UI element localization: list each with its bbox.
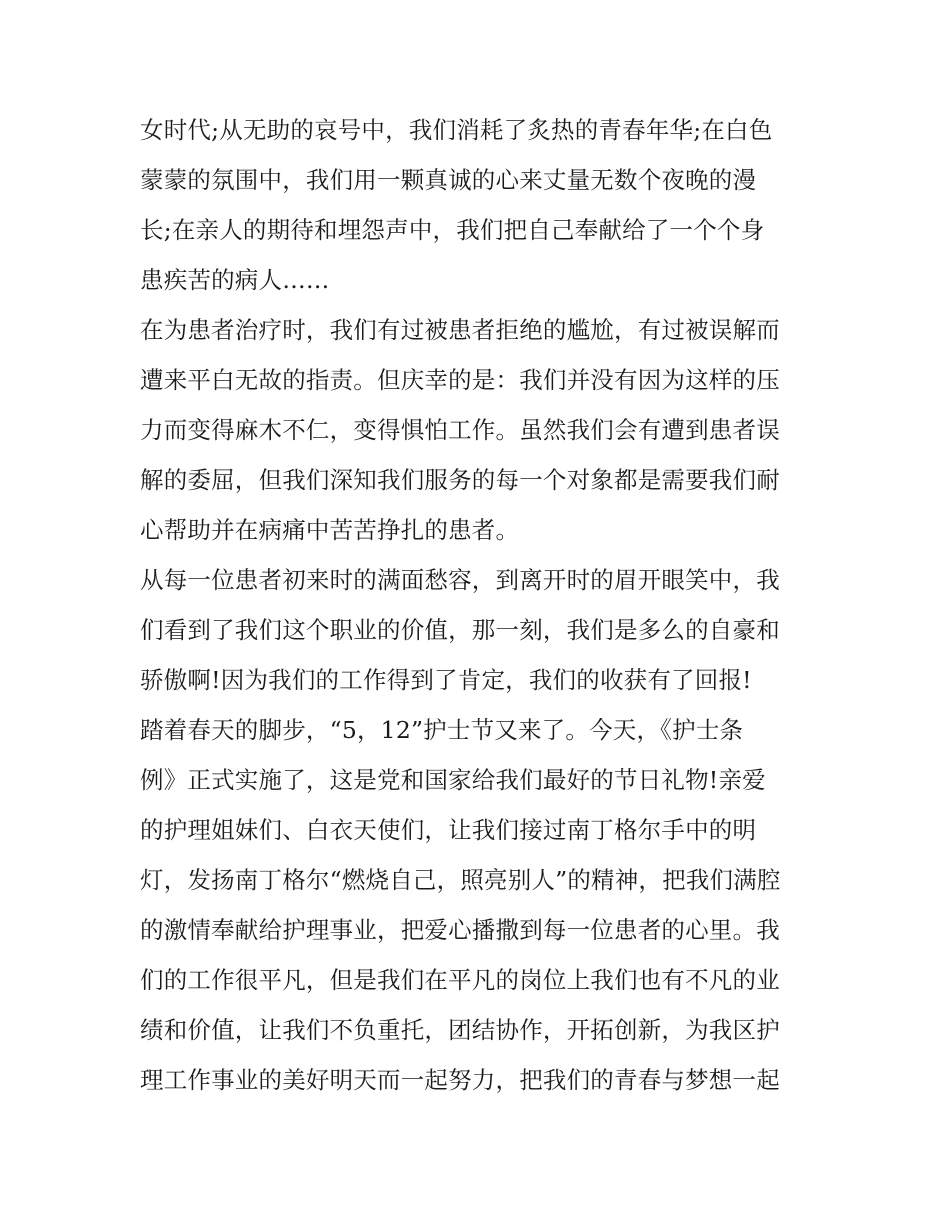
text-line: 解的委屈，但我们深知我们服务的每一个对象都是需要我们耐 [140, 466, 780, 494]
text-line: 绩和价值，让我们不负重托，团结协作，开拓创新，为我区护 [140, 1016, 780, 1044]
text-line: 的激情奉献给护理事业，把爱心播撒到每一位患者的心里。我 [140, 916, 780, 944]
text-line: 力而变得麻木不仁，变得惧怕工作。虽然我们会有遭到患者误 [140, 416, 780, 444]
text-line: 灯，发扬南丁格尔“燃烧自己，照亮别人”的精神，把我们满腔 [140, 866, 781, 894]
text-line: 们的工作很平凡，但是我们在平凡的岗位上我们也有不凡的业 [140, 966, 780, 994]
text-line: 理工作事业的美好明天而一起努力，把我们的青春与梦想一起 [140, 1066, 780, 1094]
text-line: 女时代;从无助的哀号中，我们消耗了炙热的青春年华;在白色 [140, 116, 773, 144]
text-line: 蒙蒙的氛围中，我们用一颗真诚的心来丈量无数个夜晚的漫 [140, 166, 757, 194]
text-line: 的护理姐妹们、白衣天使们，让我们接过南丁格尔手中的明 [140, 816, 757, 844]
text-line: 例》正式实施了，这是党和国家给我们最好的节日礼物!亲爱 [140, 766, 766, 794]
text-line: 踏着春天的脚步，“5，12”护士节又来了。今天，《护士条 [140, 716, 744, 744]
body-text [140, 105, 820, 1105]
text-line: 心帮助并在病痛中苦苦挣扎的患者。 [140, 516, 520, 544]
text-line: 从每一位患者初来时的满面愁容，到离开时的眉开眼笑中，我 [140, 566, 780, 594]
text-line: 患疾苦的病人…… [140, 266, 330, 294]
text-line: 骄傲啊!因为我们的工作得到了肯定，我们的收获有了回报! [140, 666, 752, 694]
text-line: 遭来平白无故的指责。但庆幸的是：我们并没有因为这样的压 [140, 366, 780, 394]
text-line: 们看到了我们这个职业的价值，那一刻，我们是多么的自豪和 [140, 616, 780, 644]
text-line: 长;在亲人的期待和埋怨声中，我们把自己奉献给了一个个身 [140, 216, 765, 244]
text-line: 在为患者治疗时，我们有过被患者拒绝的尴尬，有过被误解而 [140, 316, 780, 344]
